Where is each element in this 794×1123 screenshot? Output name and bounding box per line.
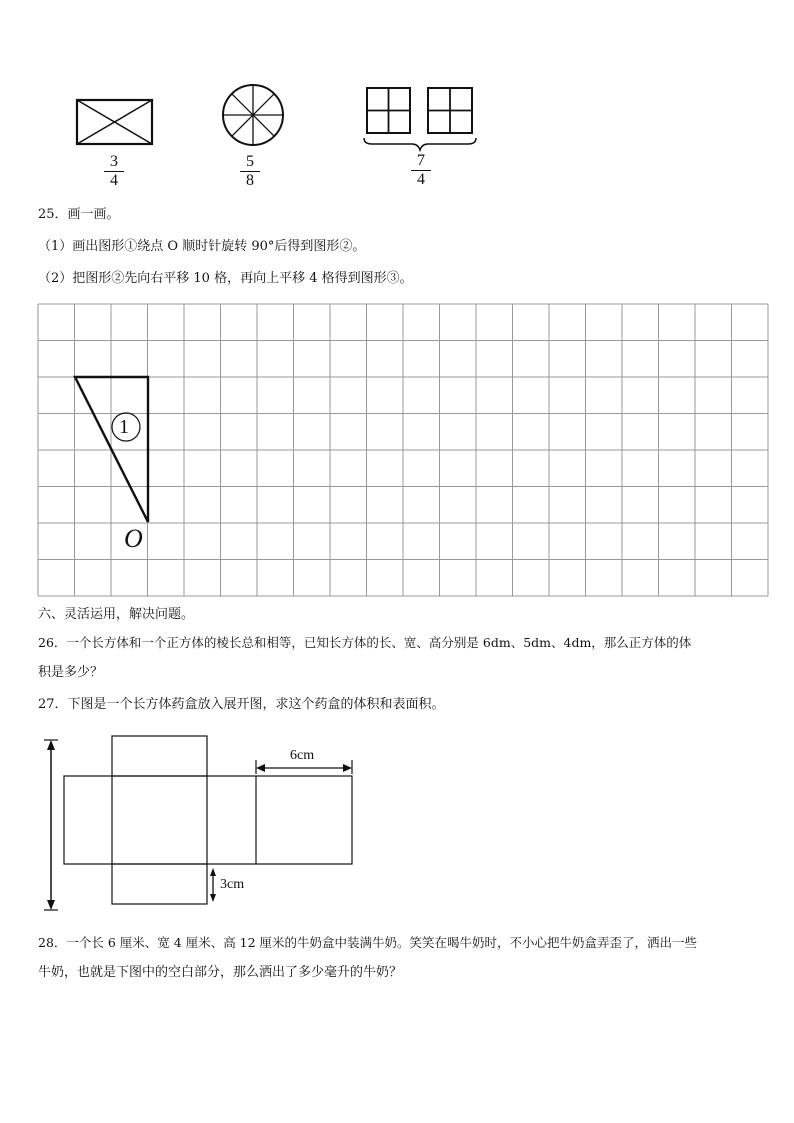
dimension-6cm-label: 6cm <box>290 748 315 763</box>
fraction-three-quarters: 3 4 <box>102 154 126 189</box>
arrow-right-icon <box>343 764 352 772</box>
fraction-five-eighths: 5 8 <box>238 154 262 189</box>
section6-title: 六、灵活运用，解决问题。 <box>38 607 195 622</box>
fraction-seven-quarters: 7 4 <box>409 153 433 188</box>
q25-part2: （2）把图形②先向右平移 10 格，再向上平移 4 格得到图形③。 <box>38 271 413 286</box>
box-net-diagram <box>0 720 794 920</box>
q28-line1: 28．一个长 6 厘米、宽 4 厘米、高 12 厘米的牛奶盒中装满牛奶。笑笑在喝牛奶时，不小心把牛奶盒弄歪了，洒出一些 <box>38 935 698 950</box>
arrow-left-icon <box>256 764 265 772</box>
arrow-down-small-icon <box>210 894 216 902</box>
arrow-up-icon <box>47 740 55 750</box>
q26-line2: 积是多少？ <box>38 665 104 680</box>
arrow-down-icon <box>47 900 55 910</box>
q25-part1: （1）画出图形①绕点 O 顺时针旋转 90°后得到图形②。 <box>38 239 366 254</box>
dimension-3cm-label: 3cm <box>220 877 245 892</box>
q25-title: 25．画一画。 <box>38 207 120 222</box>
point-o-label: O <box>124 524 143 553</box>
shape-label-1: 1 <box>119 416 129 438</box>
q28-line2: 牛奶，也就是下图中的空白部分，那么洒出了多少毫升的牛奶？ <box>38 965 403 980</box>
q27-title: 27．下图是一个长方体药盒放入展开图，求这个药盒的体积和表面积。 <box>38 697 445 712</box>
arrow-up-small-icon <box>210 868 216 876</box>
q26-line1: 26．一个长方体和一个正方体的棱长总和相等，已知长方体的长、宽、高分别是 6dm、5dm、4dm，那么正方体的体 <box>38 635 692 650</box>
